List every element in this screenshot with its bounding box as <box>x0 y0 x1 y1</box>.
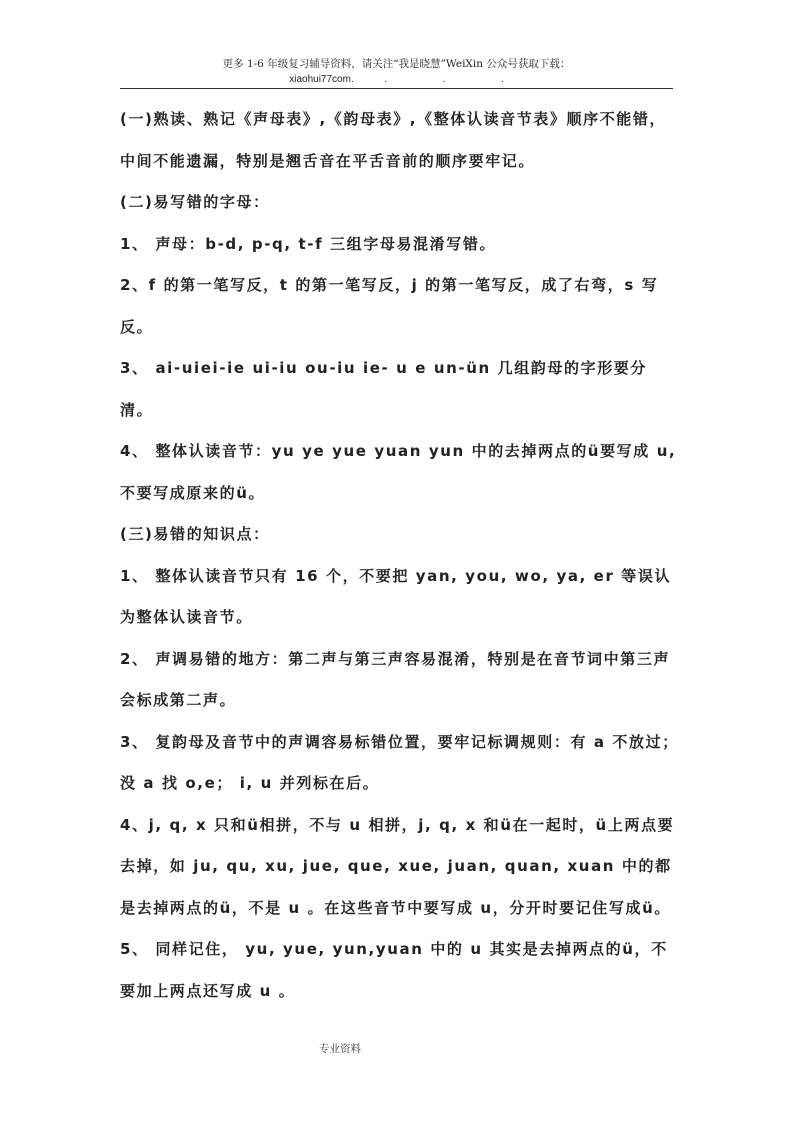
list-item: 3、 复韵母及音节中的声调容易标错位置，要牢记标调规则：有 a 不放过；没 a 找 o,e； i, u 并列标在后。 <box>120 732 679 792</box>
list-item: 3、 ai-uiei-ie ui-iu ou-iu ie- u e un-ün 几组韵母的字形要分清。 <box>120 359 648 419</box>
list-item: 1、 声母：b-d, p-q, t-f 三组字母易混淆写错。 <box>120 234 497 253</box>
list-item: 1、 整体认读音节只有 16 个，不要把 yan, you, wo, ya, er 等误认为整体认读音节。 <box>120 566 672 626</box>
list-item: 5、 同样记住， yu, yue, yun,yuan 中的 u 其实是去掉两点的ü，不要加上两点还写成 u 。 <box>120 940 668 1000</box>
header-divider <box>120 88 673 89</box>
document-body <box>120 99 680 1012</box>
section-heading-errors: (三)易错的知识点： <box>120 525 270 543</box>
paragraph-intro: (一)熟读、熟记《声母表》,《韵母表》,《整体认读音节表》顺序不能错，中间不能遗漏，特别是翘舌音在平舌音前的顺序要牢记。 <box>120 110 667 170</box>
list-item: 4、j, q, x 只和ü相拼，不与 u 相拼，j, q, x 和ü在一起时，ü上两点要去掉，如 ju, qu, xu, jue, que, xue, juan, quan, xuan 中的都是去掉两点的ü，不是 u 。在这些音节中要写成 u，分开时要记住写成ü。 <box>120 815 675 917</box>
page-footer: 专业资料 <box>319 1043 361 1055</box>
list-item: 2、 声调易错的地方：第二声与第三声容易混淆，特别是在音节词中第三声会标成第二声。 <box>120 649 671 709</box>
section-heading-letters: (二)易写错的字母： <box>120 193 270 211</box>
list-item: 2、f 的第一笔写反，t 的第一笔写反，j 的第一笔写反，成了右弯，s 写反。 <box>120 276 659 336</box>
page-header <box>120 56 673 88</box>
header-notice: 更多 1-6 年级复习辅导资料，请关注“我是晓慧”WeiXin 公众号获取下载： <box>222 58 571 70</box>
list-item: 4、 整体认读音节：yu ye yue yuan yun 中的去掉两点的ü要写成 u, 不要写成原来的ü。 <box>120 442 677 502</box>
header-url: xiaohui77com. . . . <box>289 74 504 85</box>
